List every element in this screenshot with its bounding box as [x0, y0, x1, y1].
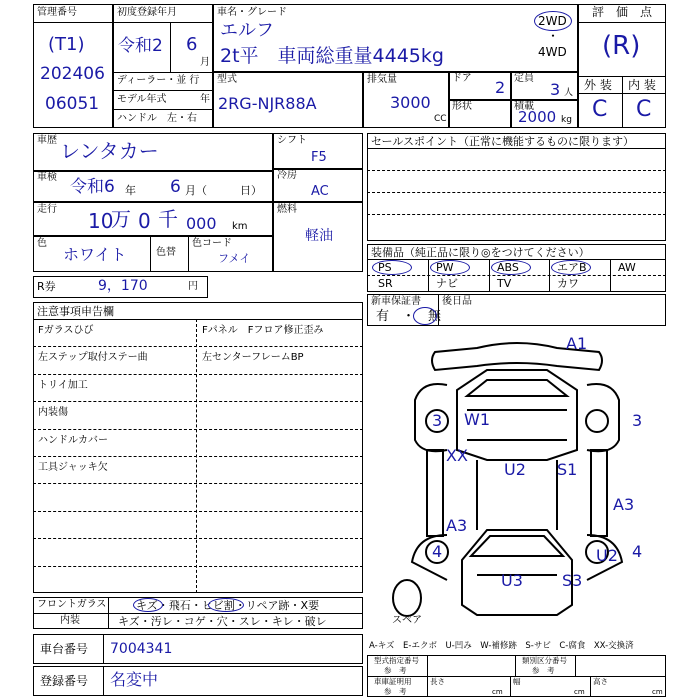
note-left-item: ハンドルカバー [38, 434, 108, 446]
ref-taka-label: 高さ [593, 677, 608, 686]
soko-km: km [232, 221, 248, 232]
reibo-value: AC [311, 184, 329, 199]
drive-4wd: 4WD [538, 45, 567, 59]
drive-dot: ・ [547, 29, 560, 43]
mark-4-left: 4 [432, 542, 443, 561]
soubi-item: ABS [497, 261, 519, 274]
kanri-t1: (T1) [48, 34, 85, 55]
hosho-label: 新車保証書 [371, 296, 421, 307]
soubi-circle [491, 260, 531, 275]
kanri-label: 管理番号 [37, 7, 77, 18]
mark-s1: S1 [557, 460, 578, 479]
glass-front-value: キズ・飛石・ヒビ割・リペア跡・X要 [136, 599, 320, 612]
soko-rest: 000 [186, 214, 217, 233]
ref-ruibetsu-label: 類別区分番号 [522, 656, 567, 665]
reibo-label: 冷房 [277, 170, 297, 181]
note-left-item: 工具ジャッキ欠 [38, 462, 108, 473]
shift-label: シフト [277, 135, 307, 146]
glass-kizu-circle [133, 598, 163, 612]
rken-unit: 円 [188, 281, 198, 292]
toroku-value: 名変中 [110, 670, 159, 689]
naiso-label: 内 装 [628, 78, 656, 92]
iro-kae-label: 色替 [156, 247, 176, 258]
soubi-item: ナビ [436, 277, 458, 290]
soubi-circle [430, 260, 470, 275]
soubi-item: TV [497, 277, 512, 290]
ref-kata-label: 型式指定番号 [374, 656, 419, 665]
daiban-label: 車台番号 [40, 642, 89, 656]
hyoka-value: (R) [602, 31, 641, 61]
mark-4-right: 4 [632, 542, 643, 561]
shaken-month: 6 [170, 177, 181, 197]
teiin-value: 3 [550, 80, 561, 99]
spare-label: スペア [392, 615, 422, 626]
mark-a3-left: A3 [446, 516, 468, 535]
rken-value: 9，170 [98, 278, 148, 294]
teiin-label: 定員 [514, 73, 534, 84]
ref-kata-sub: 参 考 [384, 666, 407, 675]
kanri-num1: 202406 [40, 64, 105, 84]
soubi-item: カワ [557, 277, 579, 290]
soubi-circle [372, 260, 412, 275]
gaiso-label: 外 装 [584, 78, 612, 92]
mark-u3: U3 [501, 571, 523, 590]
ref-naga-label: 長さ [430, 677, 445, 686]
shareki-label: 車歴 [37, 135, 57, 146]
note-left-item: 左ステップ取付ステー曲 [38, 352, 148, 364]
name-value: エルフ [220, 20, 274, 41]
glass-nai-label: 内装 [60, 615, 80, 626]
sekisai-label: 積載 [514, 101, 534, 112]
naiso-value: C [636, 97, 652, 122]
teiin-unit: 人 [564, 88, 574, 98]
ref-shomei-label: 車庫証明用 [374, 677, 412, 686]
shaken-era: 令和6 [70, 177, 115, 197]
soko-man: 10 [88, 209, 114, 233]
soubi-item: SR [378, 277, 393, 290]
model-year-label: モデル年式 [117, 94, 167, 105]
mark-u2-mid: U2 [504, 460, 526, 479]
soubi-item: AW [618, 261, 636, 274]
ref-shomei-sub: 参 考 [384, 687, 407, 696]
dealer-label: ディーラー・並 行 [117, 75, 200, 86]
shaken-month-unit: 月（ 日） [185, 184, 262, 197]
color-code-label: 色コード [192, 238, 232, 249]
soubi-circle [551, 260, 591, 275]
grade-value: 2t平 車両総重量4445kg [220, 45, 444, 67]
handle-label: ハンドル 左・右 [117, 113, 197, 124]
mark-a1: A1 [566, 334, 588, 353]
drive-2wd: 2WD [538, 14, 567, 28]
soubi-item: PW [436, 261, 454, 274]
shodo-era: 令和2 [118, 36, 163, 56]
mark-u2-low: U2 [596, 546, 618, 565]
shodo-month-unit: 月 [200, 57, 210, 68]
nenryo-value: 軽油 [305, 228, 333, 244]
shodo-label: 初度登録年月 [117, 7, 177, 18]
keijo-label: 形状 [452, 101, 472, 112]
daiban-value: 7004341 [110, 641, 173, 657]
color-code-value: フメイ [218, 252, 251, 265]
glass-nai-value: キズ・汚レ・コゲ・穴・スレ・キレ・破レ [118, 615, 327, 628]
glass-hibi-circle [208, 598, 244, 612]
legend-text: A-キズ E-エクボ U-凹み W-補修跡 S-サビ C-腐食 XX-交換済 [369, 641, 634, 651]
note-left-item: トリイ加工 [38, 379, 88, 391]
door-label: ドア [452, 73, 472, 84]
ref-cm-1: cm [492, 688, 503, 696]
sales-label: セールスポイント（正常に機能するものに限ります） [371, 135, 635, 148]
note-right-item: 左センターフレームBP [202, 352, 304, 364]
sekisai-value: 2000 [518, 108, 557, 126]
mark-3-right: 3 [632, 411, 643, 430]
katashiki-label: 型式 [217, 74, 237, 85]
gaiso-value: C [592, 97, 608, 122]
sekisai-unit: kg [561, 115, 572, 125]
note-left-item: Fガラスひび [38, 325, 94, 336]
shodo-month: 6 [186, 34, 198, 55]
haiki-unit: CC [434, 114, 447, 124]
mark-3-left: 3 [432, 411, 443, 430]
sales-box [367, 133, 666, 241]
note-right-item: Fパネル Fフロア修正歪み [202, 325, 324, 336]
ref-haba-label: 幅 [513, 677, 521, 686]
mark-s3: S3 [562, 571, 583, 590]
nohin-label: 後日品 [442, 296, 472, 307]
model-year-unit: 年 [200, 94, 210, 105]
ref-cm-3: cm [652, 688, 663, 696]
mark-w1: W1 [464, 410, 490, 429]
rken-label: R券 [37, 280, 56, 293]
soko-man-unit: 万 [111, 207, 131, 231]
soubi-item: PS [378, 261, 392, 274]
toroku-label: 登録番号 [40, 674, 89, 688]
nenryo-label: 燃料 [277, 204, 297, 215]
soko-sen: 0 [138, 209, 151, 233]
kanri-num2: 06051 [45, 94, 100, 114]
hosho-value: 有 ・ 無 [376, 309, 442, 324]
soko-sen-unit: 千 [158, 207, 178, 231]
glass-front-label: フロントガラス [37, 599, 107, 610]
katashiki-value: 2RG-NJR88A [218, 94, 317, 113]
soubi-item: エアB [557, 261, 587, 274]
mark-a3-right: A3 [613, 495, 635, 514]
color-label: 色 [37, 238, 47, 249]
shareki-value: レンタカー [60, 139, 159, 163]
shift-value: F5 [311, 150, 327, 165]
ref-cm-2: cm [574, 688, 585, 696]
notes-label: 注意事項申告欄 [37, 305, 114, 318]
hosho-circle [413, 307, 437, 325]
soubi-label: 装備品（純正品に限り◎をつけてください） [371, 246, 590, 259]
door-value: 2 [495, 78, 506, 97]
haiki-value: 3000 [390, 93, 431, 112]
note-left-item: 内装傷 [38, 407, 68, 419]
haiki-label: 排気量 [367, 74, 397, 85]
soko-label: 走行 [37, 204, 57, 215]
ref-ruibetsu-sub: 参 考 [532, 666, 555, 675]
hyoka-label: 評 価 点 [592, 5, 653, 19]
mark-xx: XX [446, 446, 468, 465]
color-value: ホワイト [63, 245, 127, 264]
name-label: 車名・グレード [217, 7, 287, 18]
shaken-year-unit: 年 [125, 184, 136, 197]
shaken-label: 車検 [37, 172, 57, 183]
